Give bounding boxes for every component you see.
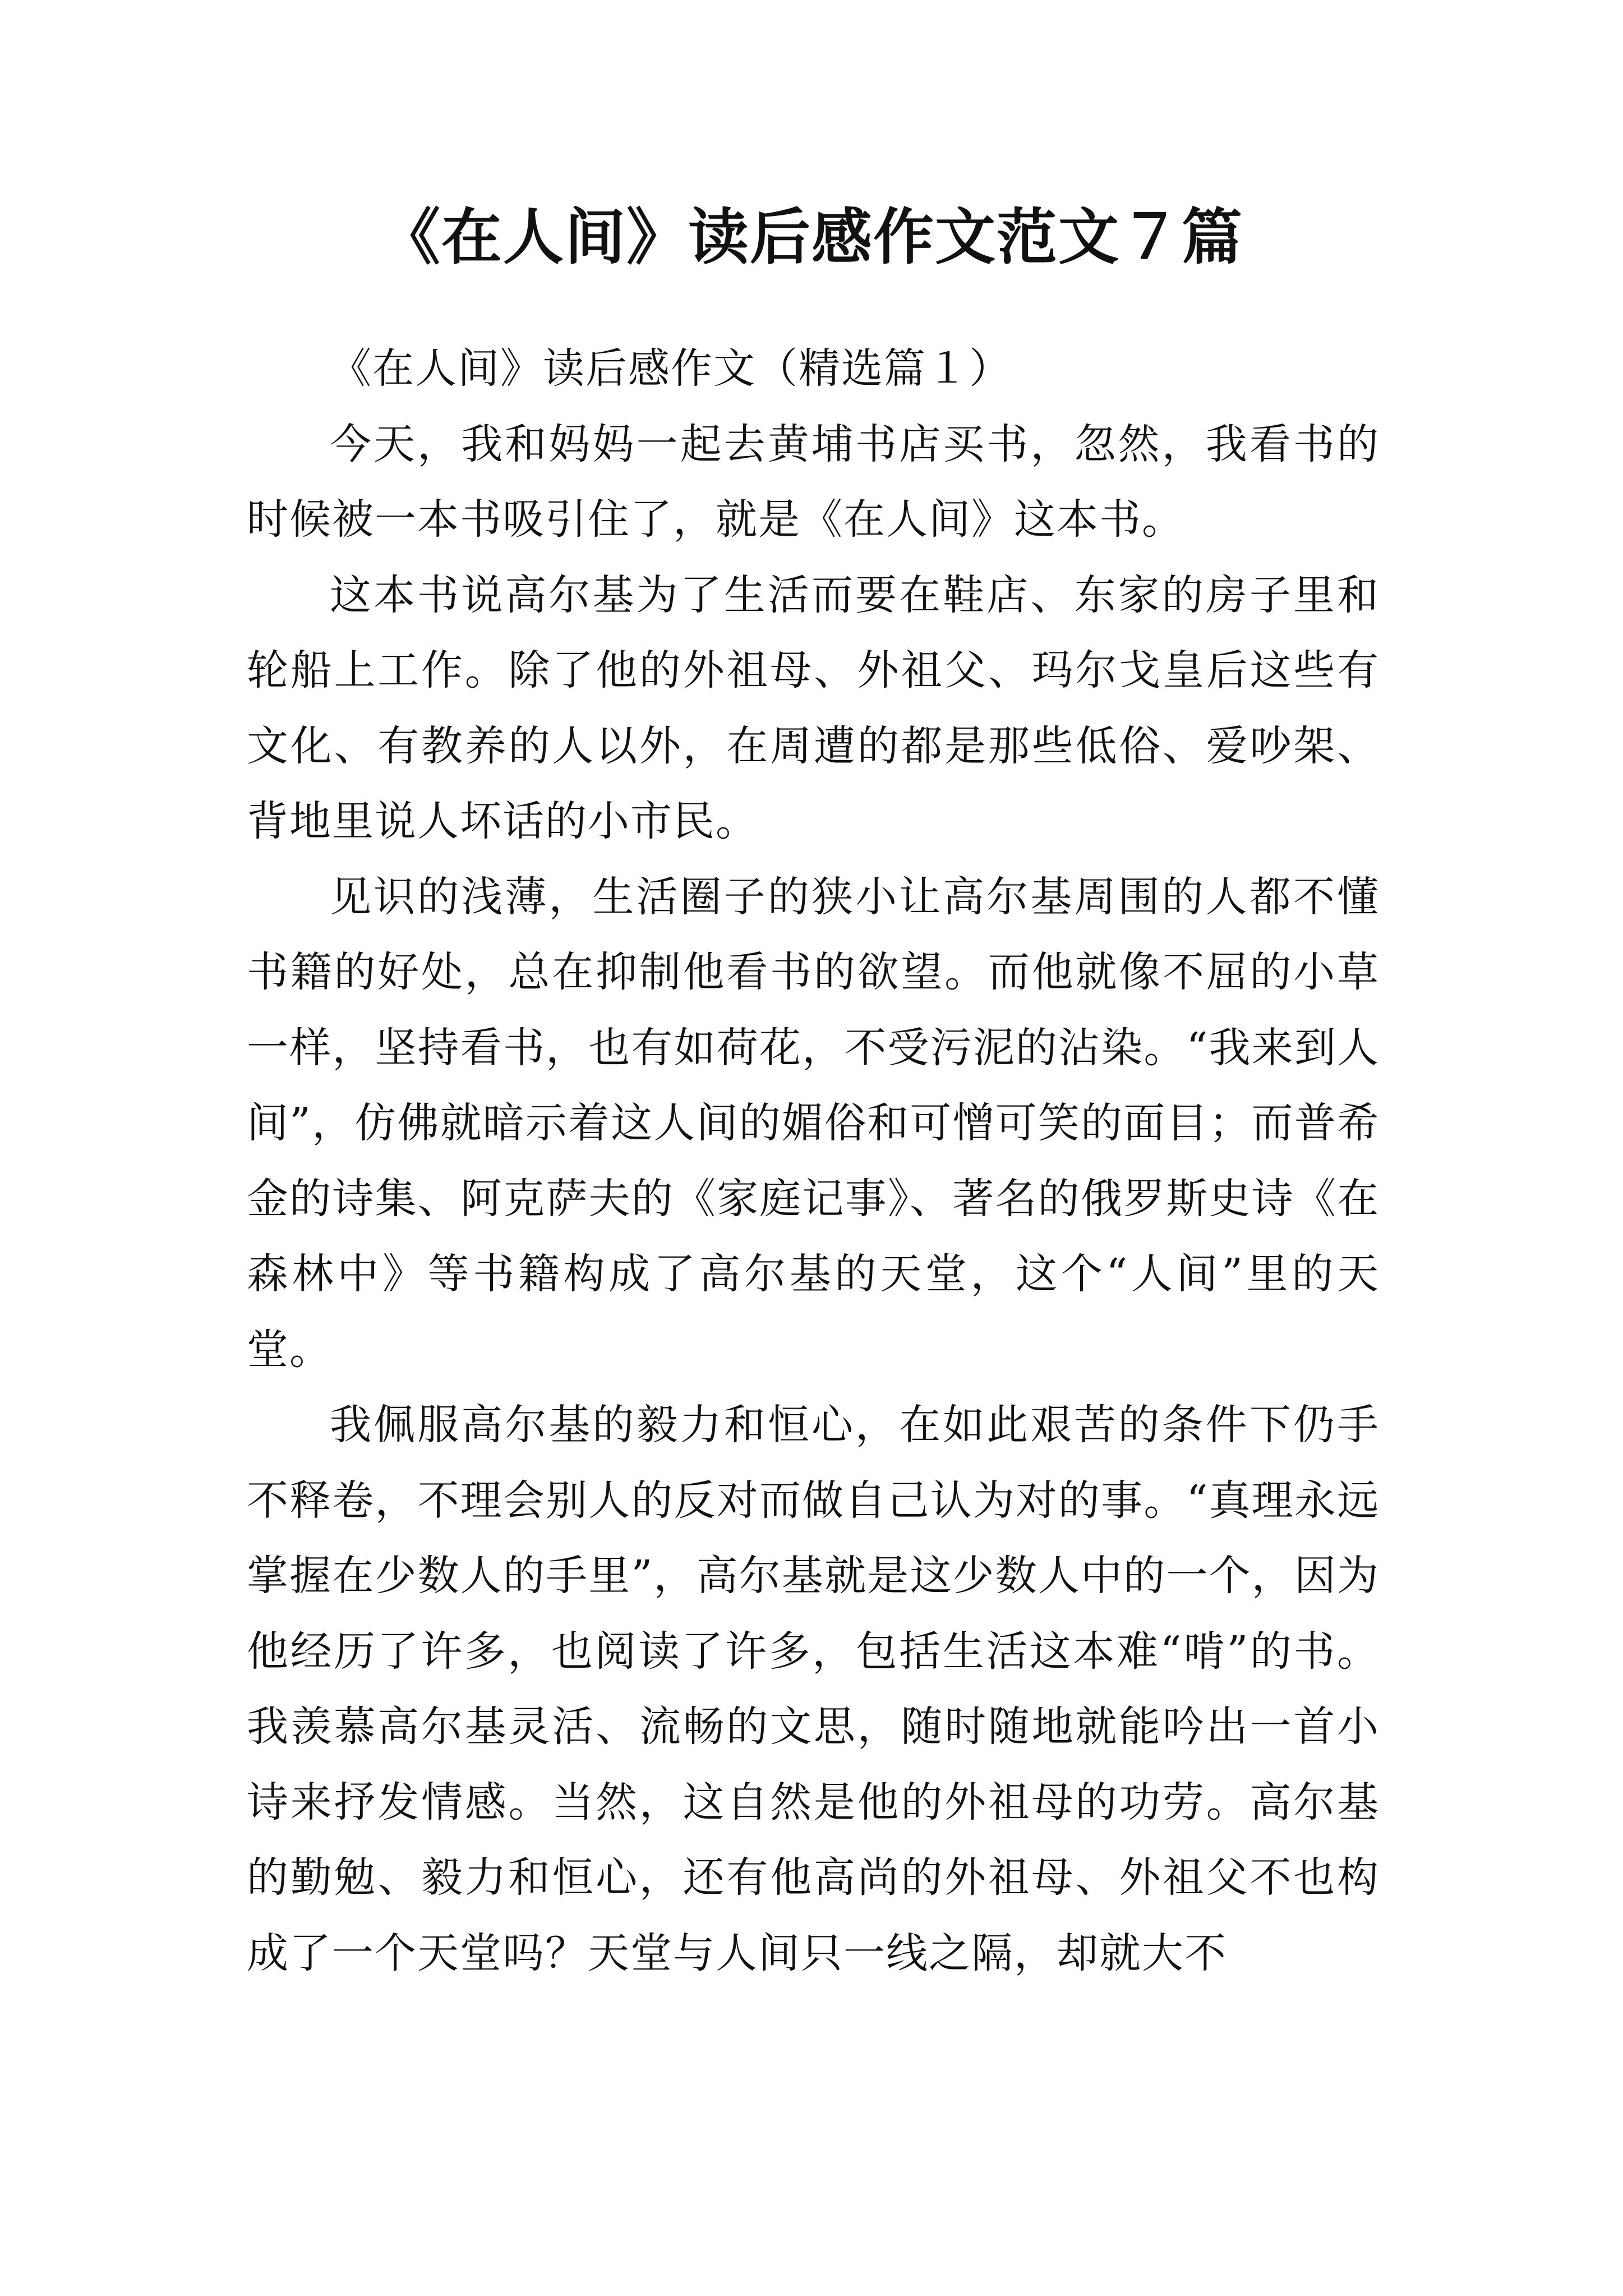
document-body (247, 331, 1380, 1991)
document-title: 《在人间》读后感作文范文７篇 (379, 202, 1243, 273)
paragraph: 我佩服高尔基的毅力和恒心，在如此艰苦的条件下仍手不释卷，不理会别人的反对而做自己认为对的事。“真理永远掌握在少数人的手里”，高尔基就是这少数人中的一个，因为他经历了许多，也阅读了许多，包括生活这本难“啃”的书。我羡慕高尔基灵活、流畅的文思，随时随地就能吟出一首小诗来抒发情感。当然，这自然是他的外祖母的功劳。高尔基的勤勉、毅力和恒心，还有他高尚的外祖母、外祖父不也构成了一个天堂吗？天堂与人间只一线之隔，却就大不 (247, 1401, 1380, 1977)
paragraph: 这本书说高尔基为了生活而要在鞋店、东家的房子里和轮船上工作。除了他的外祖母、外祖父、玛尔戈皇后这些有文化、有教养的人以外，在周遭的都是那些低俗、爱吵架、背地里说人坏话的小市民。 (247, 570, 1380, 845)
paragraph: 见识的浅薄，生活圈子的狭小让高尔基周围的人都不懂书籍的好处，总在抑制他看书的欲望。而他就像不屈的小草一样，坚持看书，也有如荷花，不受污泥的沾染。“我来到人间”，仿佛就暗示着这人间的媚俗和可憎可笑的面目；而普希金的诗集、阿克萨夫的《家庭记事》、著名的俄罗斯史诗《在森林中》等书籍构成了高尔基的天堂，这个“人间”里的天堂。 (247, 872, 1380, 1374)
section-heading: 《在人间》读后感作文（精选篇１） (330, 344, 1012, 393)
paragraph: 今天，我和妈妈一起去黄埔书店买书，忽然，我看书的时候被一本书吸引住了，就是《在人间》这本书。 (247, 420, 1380, 544)
